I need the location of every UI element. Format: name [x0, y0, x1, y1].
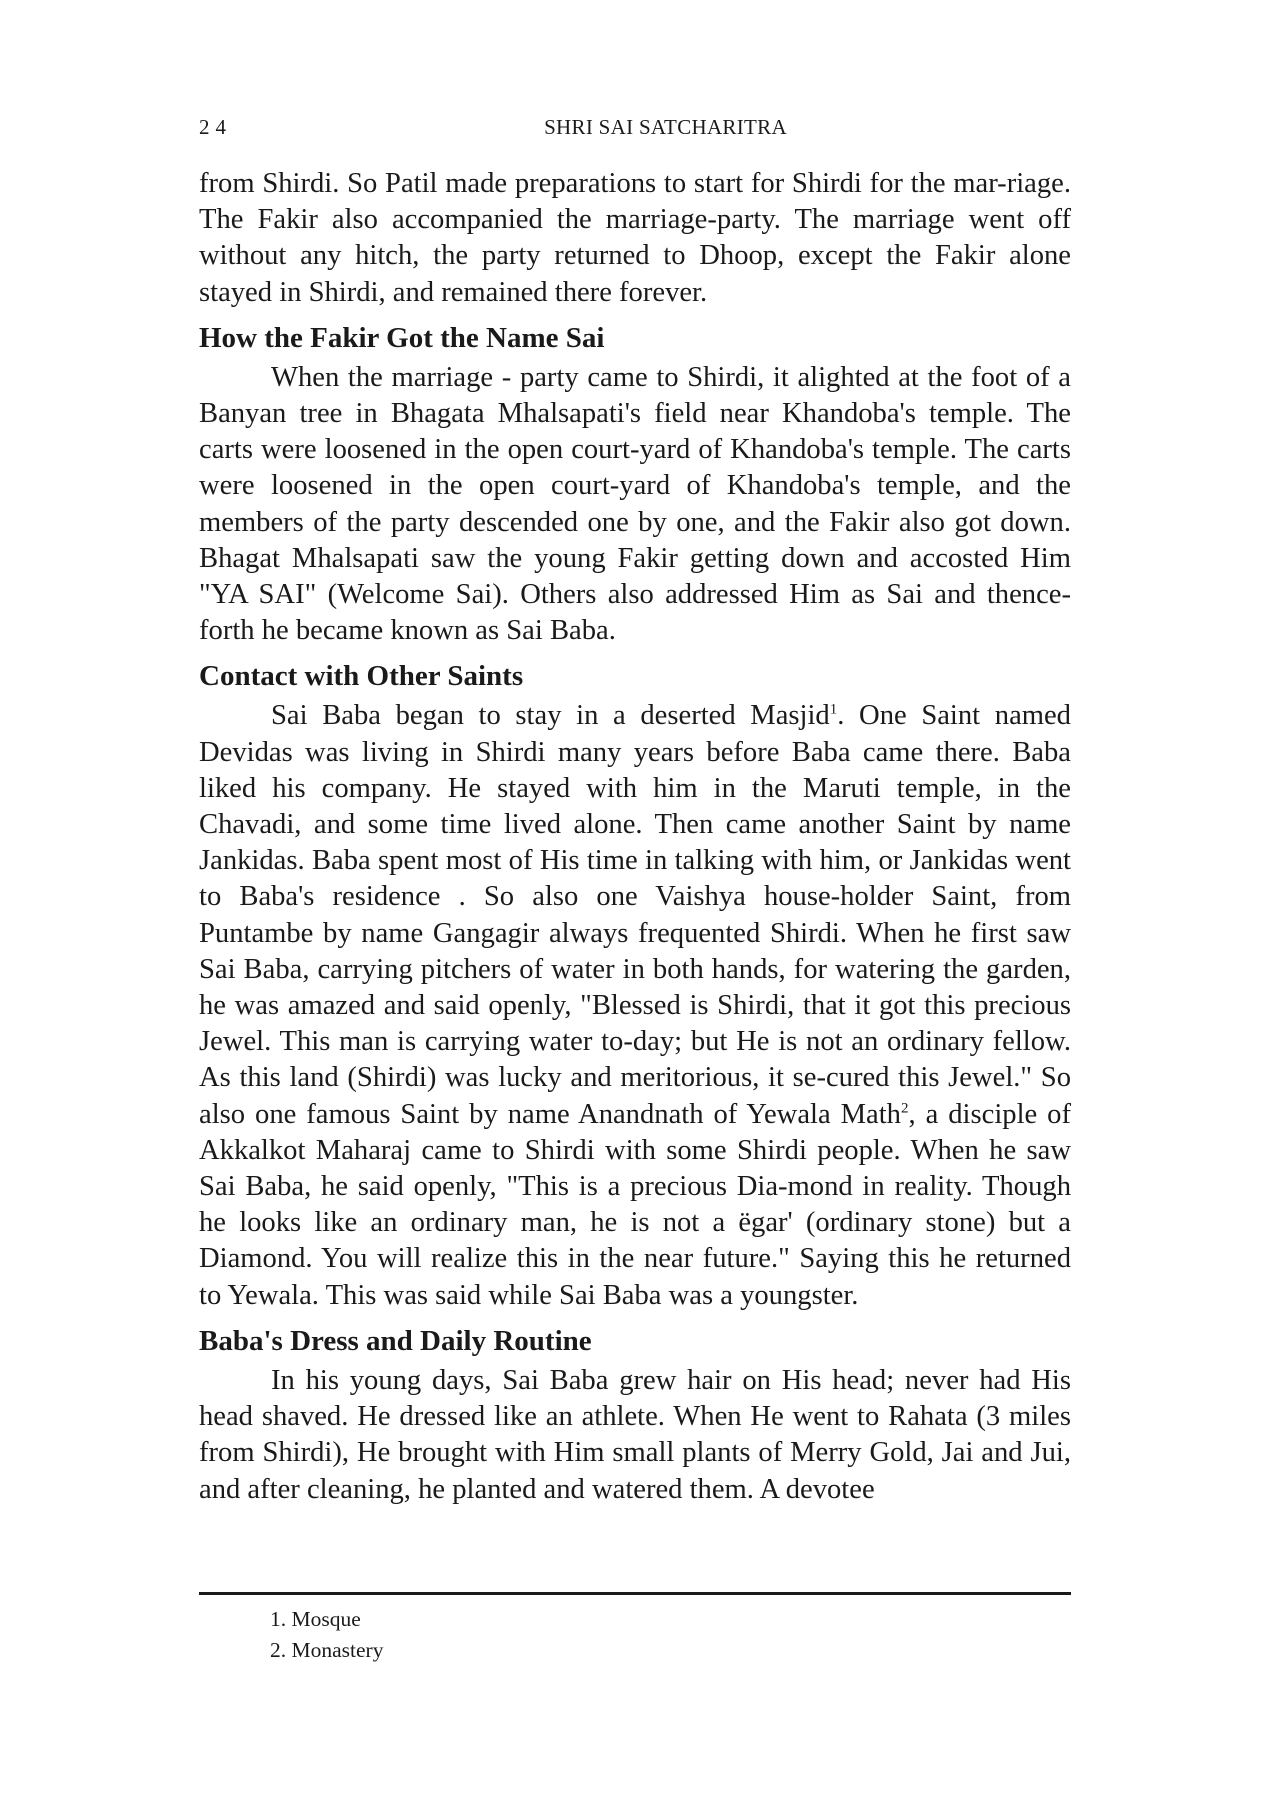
page-body: [199, 166, 1071, 1508]
heading-fakir-name-sai: How the Fakir Got the Name Sai: [199, 321, 605, 354]
running-head: [199, 115, 1072, 149]
footnote-ref-2: 2: [900, 1100, 909, 1117]
heading-dress-routine: Baba's Dress and Daily Routine: [199, 1324, 592, 1357]
page-number: 24: [199, 115, 232, 139]
paragraph-contact-saints: [199, 698, 1071, 1313]
footnote-divider: [199, 1592, 1071, 1595]
heading-contact-saints: Contact with Other Saints: [199, 660, 524, 693]
footnote-1: 1. Mosque: [270, 1607, 361, 1631]
paragraph-dress-routine: In his young days, Sai Baba grew hair on His head; never had His head shaved. He dressed like an athlete. When He went to Rahata (3 miles from Shirdi), He brought with Him small plants of Merry Gold, Jai and Jui, and after cleaning, he planted and watered them. A devotee: [199, 1364, 1071, 1505]
text-segment: , a disciple of Akkalkot Maharaj came to Shirdi with some Shirdi people. When he saw Sai Baba, he said openly, "This is a precious Dia-mond in reality. Though he looks like an ordinary man, he is not a ëgar' (ordinary stone) but a Diamond. You will realize this in the near future." Saying this he returned to Yewala. This was said while Sai Baba was a youngster.: [199, 1098, 1071, 1311]
text-segment: . One Saint named Devidas was living in Shirdi many years before Baba came there. Baba liked his company. He stayed with him in the Maruti temple, in the Chavadi, and some time lived alone. Then came another Saint by name Jankidas. Baba spent most of His time in talking with him, or Jankidas went to Baba's residence . So also one Vaishya house-holder Saint, from Puntambe by name Gangagir always frequented Shirdi. When he first saw Sai Baba, carrying pitchers of water in both hands, for watering the garden, he was amazed and said openly, "Blessed is Shirdi, that it got this precious Jewel. This man is carrying water to-day; but He is not an ordinary fellow. As this land (Shirdi) was lucky and meritorious, it se-cured this Jewel." So also one famous Saint by name Anandnath of Yewala Math: [199, 700, 1071, 1130]
paragraph-name-sai: When the marriage - party came to Shirdi, it alighted at the foot of a Banyan tree in Bhagata Mhalsapati's field near Khandoba's temple. The carts were loosened in the open court-yard of Khandoba's temple. The carts were loosened in the open court-yard of Khandoba's temple, and the members of the party descended one by one, and the Fakir also got down. Bhagat Mhalsapati saw the young Fakir getting down and accosted Him "YA SAI" (Welcome Sai). Others also addressed Him as Sai and thence-forth he became known as Sai Baba.: [199, 361, 1071, 647]
text-segment: Sai Baba began to stay in a deserted Masjid: [271, 700, 830, 732]
footnotes: [270, 1604, 383, 1666]
footnote-2: 2. Monastery: [270, 1638, 384, 1662]
book-title: SHRI SAI SATCHARITRA: [544, 115, 787, 139]
paragraph-marriage-party: from Shirdi. So Patil made preparations to start for Shirdi for the mar-riage. The Fakir also accompanied the marriage-party. The marriage went off without any hitch, the party returned to Dhoop, except the Fakir alone stayed in Shirdi, and remained there forever.: [199, 168, 1071, 308]
footnote-ref-1: 1: [829, 701, 838, 718]
